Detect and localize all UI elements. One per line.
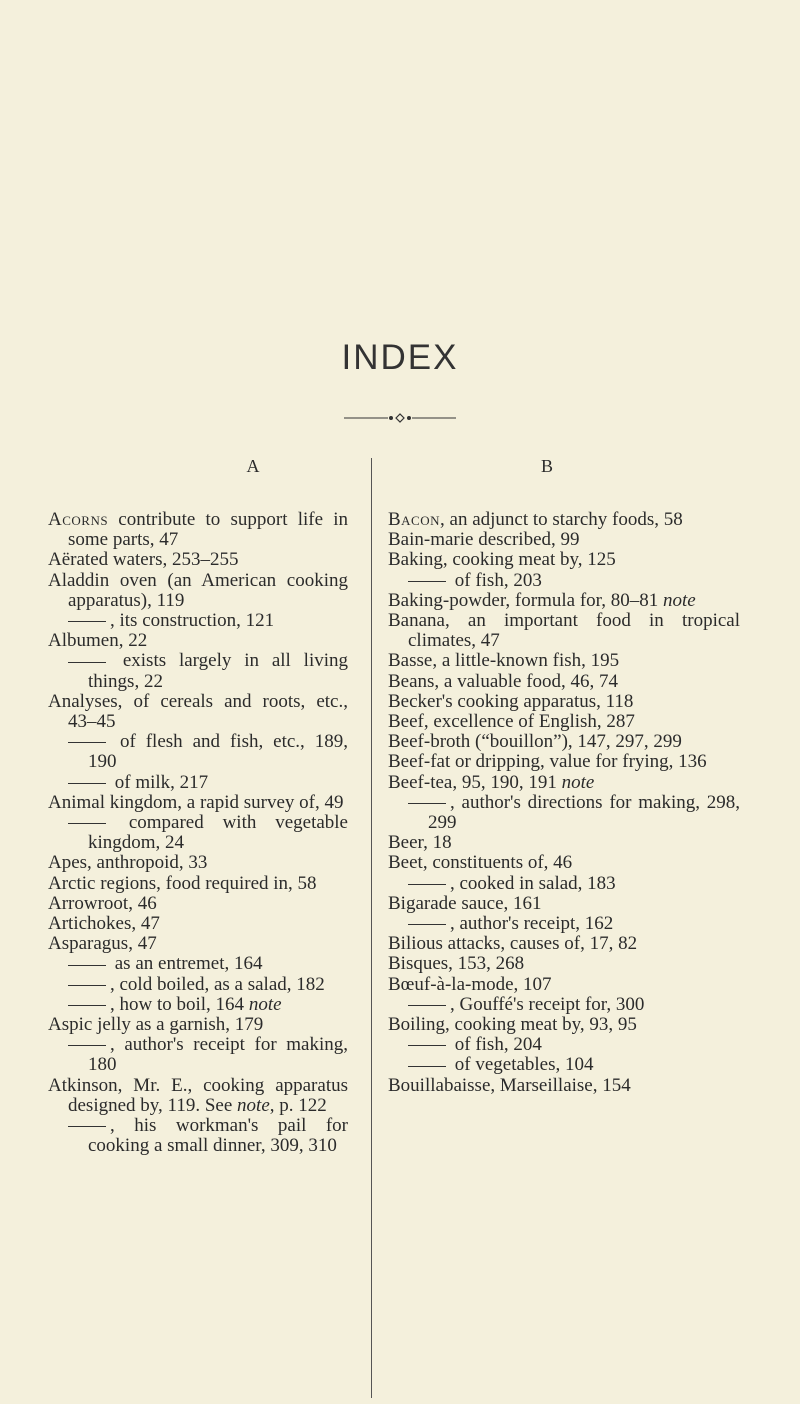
entry-text: Arrowroot, 46 bbox=[48, 892, 157, 914]
index-entry bbox=[68, 813, 348, 853]
ditto-dash bbox=[68, 1005, 106, 1006]
entry-text: Apes, anthropoid, 33 bbox=[48, 852, 208, 874]
index-entry bbox=[68, 1035, 348, 1075]
entry-text: Albumen, 22 bbox=[48, 630, 148, 652]
entry-text: Beef-broth (“bouillon”), 147, 297, 299 bbox=[388, 731, 682, 753]
index-entry bbox=[48, 1015, 348, 1035]
ditto-dash bbox=[68, 965, 106, 966]
ditto-dash bbox=[68, 662, 106, 663]
index-entry bbox=[388, 712, 740, 732]
ditto-dash bbox=[408, 1045, 446, 1046]
entry-note: note bbox=[248, 993, 282, 1015]
entry-text: , cold boiled, as a salad, 182 bbox=[110, 973, 325, 995]
entry-text: Aspic jelly as a garnish, 179 bbox=[48, 1014, 264, 1036]
entry-text: Animal kingdom, a rapid survey of, 49 bbox=[48, 791, 344, 813]
index-entry bbox=[388, 954, 740, 974]
entry-text: of milk, 217 bbox=[110, 771, 209, 793]
ditto-dash bbox=[68, 1045, 106, 1046]
index-column-a bbox=[48, 510, 348, 1157]
index-entry bbox=[68, 954, 348, 974]
index-column-b bbox=[388, 510, 740, 1096]
ditto-dash bbox=[408, 1005, 446, 1006]
index-entry bbox=[68, 975, 348, 995]
index-entry bbox=[388, 510, 740, 530]
entry-text: Bisques, 153, 268 bbox=[388, 953, 525, 975]
entry-text: Baking, cooking meat by, 125 bbox=[388, 549, 616, 571]
entry-text: , an adjunct to starchy foods, 58 bbox=[440, 509, 683, 530]
entry-text: Boiling, cooking meat by, 93, 95 bbox=[388, 1014, 637, 1036]
entry-text: Beet, constituents of, 46 bbox=[388, 852, 573, 874]
page-title: INDEX bbox=[341, 338, 459, 377]
ditto-dash bbox=[68, 783, 106, 784]
ditto-dash bbox=[408, 924, 446, 925]
index-entry bbox=[48, 894, 348, 914]
ditto-dash bbox=[68, 985, 106, 986]
entry-text: Analyses, of cereals and roots, etc., 43–45 bbox=[48, 690, 348, 733]
ditto-dash bbox=[68, 823, 106, 824]
entry-text: Aërated waters, 253–255 bbox=[48, 549, 239, 571]
column-divider bbox=[371, 458, 372, 1398]
index-entry bbox=[408, 1035, 740, 1055]
ditto-dash bbox=[408, 803, 446, 804]
index-entry bbox=[48, 631, 348, 651]
index-entry bbox=[388, 611, 740, 651]
entry-text: , cooked in salad, 183 bbox=[450, 872, 616, 894]
entry-text: contribute to support life in some parts, 47 bbox=[68, 509, 348, 551]
entry-text: Atkinson, Mr. E., cooking apparatus designed by, 119. See bbox=[48, 1074, 348, 1116]
entry-text: Beef, excellence of English, 287 bbox=[388, 711, 635, 733]
index-entry bbox=[408, 995, 740, 1015]
entry-text: compared with vegetable kingdom, 24 bbox=[88, 812, 348, 854]
entry-text: Beef-fat or dripping, value for frying, 136 bbox=[388, 751, 707, 773]
entry-text: Beans, a valuable food, 46, 74 bbox=[388, 670, 619, 692]
entry-note: note bbox=[237, 1094, 270, 1116]
index-entry bbox=[388, 853, 740, 873]
index-entry bbox=[388, 672, 740, 692]
index-entry bbox=[388, 833, 740, 853]
ditto-dash bbox=[68, 621, 106, 622]
index-entry bbox=[48, 692, 348, 732]
entry-text: Banana, an important food in tropical climates, 47 bbox=[388, 610, 740, 652]
ditto-dash bbox=[408, 1066, 446, 1067]
index-entry bbox=[48, 914, 348, 934]
entry-tail: , p. 122 bbox=[269, 1094, 327, 1116]
entry-text: Bain-marie described, 99 bbox=[388, 529, 580, 551]
entry-text: Baking-powder, formula for, 80–81 bbox=[388, 589, 663, 611]
index-entry bbox=[68, 773, 348, 793]
entry-text: Bilious attacks, causes of, 17, 82 bbox=[388, 933, 638, 955]
index-entry bbox=[48, 571, 348, 611]
entry-text: , author's receipt for making, 180 bbox=[88, 1034, 348, 1076]
index-entry bbox=[388, 894, 740, 914]
index-entry bbox=[48, 550, 348, 570]
index-entry bbox=[68, 995, 348, 1015]
index-entry bbox=[388, 530, 740, 550]
ditto-dash bbox=[408, 884, 446, 885]
entry-text: as an entremet, 164 bbox=[110, 953, 263, 975]
entry-text: Becker's cooking apparatus, 118 bbox=[388, 690, 634, 712]
entry-text: Bouillabaisse, Marseillaise, 154 bbox=[388, 1074, 631, 1096]
entry-text: , how to boil, 164 bbox=[110, 993, 249, 1015]
entry-text: Asparagus, 47 bbox=[48, 933, 157, 955]
index-entry bbox=[68, 732, 348, 772]
index-entry bbox=[388, 732, 740, 752]
entry-text: Basse, a little-known fish, 195 bbox=[388, 650, 620, 672]
index-entry bbox=[388, 975, 740, 995]
index-entry bbox=[388, 934, 740, 954]
entry-text: of fish, 204 bbox=[450, 1034, 542, 1056]
index-entry bbox=[48, 793, 348, 813]
index-entry bbox=[48, 853, 348, 873]
index-entry bbox=[388, 550, 740, 570]
index-entry bbox=[48, 510, 348, 550]
entry-note: note bbox=[662, 589, 696, 611]
index-entry bbox=[48, 1076, 348, 1116]
index-entry bbox=[68, 651, 348, 691]
index-entry bbox=[388, 692, 740, 712]
entry-text: Bœuf-à-la-mode, 107 bbox=[388, 973, 552, 995]
entry-text: Beef-tea, 95, 190, 191 bbox=[388, 771, 562, 793]
entry-text: of flesh and fish, etc., 189, 190 bbox=[88, 731, 348, 773]
index-entry bbox=[48, 874, 348, 894]
index-entry bbox=[388, 651, 740, 671]
entry-text: of vegetables, 104 bbox=[450, 1054, 594, 1076]
index-entry bbox=[408, 571, 740, 591]
index-entry bbox=[408, 793, 740, 833]
ditto-dash bbox=[68, 742, 106, 743]
entry-text: Artichokes, 47 bbox=[48, 913, 160, 935]
index-entry bbox=[388, 752, 740, 772]
entry-text: , author's directions for making, 298, 299 bbox=[428, 791, 740, 834]
entry-lead: Bacon bbox=[388, 509, 441, 530]
index-entry bbox=[48, 934, 348, 954]
entry-text: , Gouffé's receipt for, 300 bbox=[450, 993, 645, 1015]
ornament-rule bbox=[344, 412, 456, 424]
section-letter-b: B bbox=[540, 456, 553, 476]
index-entry bbox=[388, 591, 740, 611]
entry-text: , his workman's pail for cooking a small dinner, 309, 310 bbox=[88, 1115, 348, 1157]
index-entry bbox=[388, 773, 740, 793]
index-entry bbox=[388, 1015, 740, 1035]
entry-text: Aladdin oven (an American cooking apparatus), 119 bbox=[48, 569, 348, 611]
index-entry bbox=[408, 914, 740, 934]
section-letter-a: A bbox=[246, 456, 260, 476]
entry-text: , author's receipt, 162 bbox=[450, 913, 614, 935]
entry-note: note bbox=[561, 771, 595, 793]
entry-text: , its construction, 121 bbox=[110, 610, 275, 632]
index-entry bbox=[388, 1076, 740, 1096]
entry-lead: Acorns bbox=[48, 509, 109, 530]
entry-text: Arctic regions, food required in, 58 bbox=[48, 872, 317, 894]
index-entry bbox=[408, 1055, 740, 1075]
entry-text: exists largely in all living things, 22 bbox=[88, 650, 348, 692]
entry-text: of fish, 203 bbox=[450, 569, 542, 591]
ditto-dash bbox=[68, 1126, 106, 1127]
index-entry bbox=[408, 874, 740, 894]
entry-text: Bigarade sauce, 161 bbox=[388, 892, 542, 914]
index-entry bbox=[68, 611, 348, 631]
entry-text: Beer, 18 bbox=[388, 832, 452, 854]
ditto-dash bbox=[408, 581, 446, 582]
index-entry bbox=[68, 1116, 348, 1156]
